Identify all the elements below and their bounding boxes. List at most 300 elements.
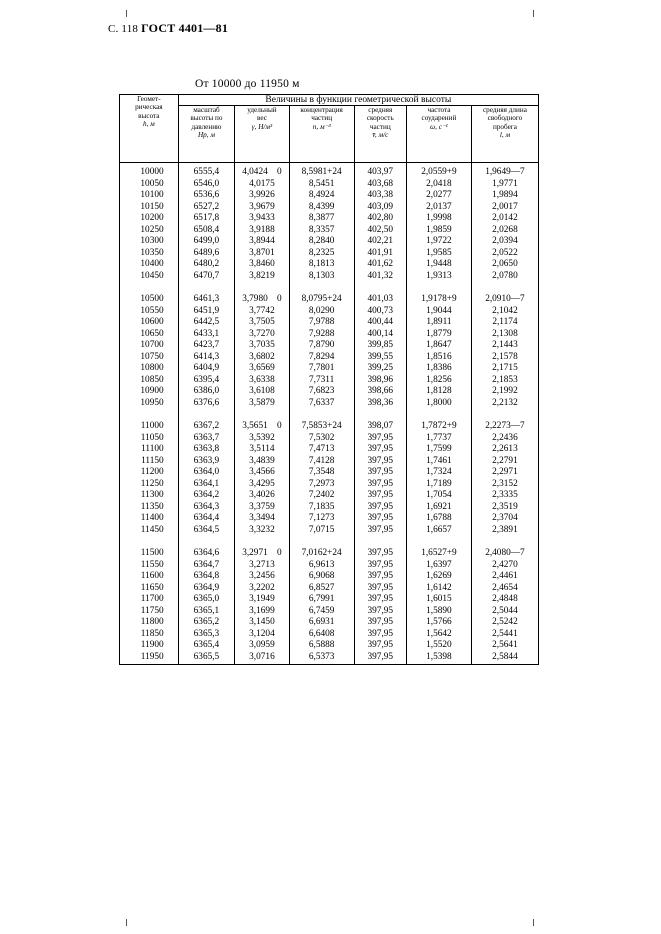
table-cell: 397,95 (367, 605, 394, 616)
table-cell: 1,8647 (426, 340, 452, 351)
crop-mark (533, 919, 534, 926)
table-cell: 1,6015 (426, 594, 452, 605)
table-cell: 1,6142 (426, 582, 452, 593)
table-cell: 6386,0 (193, 386, 220, 397)
table-cell: 397,95 (367, 478, 394, 489)
table-cell: 11450 (140, 524, 164, 535)
table-cell: 3,6569 (249, 363, 275, 374)
table-cell: 403,38 (367, 190, 394, 201)
table-cell: 2,1308 (492, 328, 518, 339)
table-cell: 2,3704 (492, 513, 518, 524)
table-cell: 6480,2 (193, 259, 220, 270)
table-cell: 7,3548 (308, 467, 335, 478)
table-cell: 3,7270 (249, 328, 275, 339)
table-cell: 1,8911 (426, 317, 452, 328)
table-cell: 397,95 (367, 524, 394, 535)
table-cell: 3,6338 (249, 374, 275, 385)
table-cell: 10500 (140, 294, 164, 305)
table-cell: 3,1699 (249, 605, 275, 616)
table-cell: 10800 (140, 363, 164, 374)
table-cell: 398,36 (367, 397, 394, 408)
table-cell: 2,4461 (492, 571, 518, 582)
table-cell: 3,6108 (249, 386, 275, 397)
table-cell: 3,3232 (249, 524, 275, 535)
table-cell: 2,0418 (426, 178, 452, 189)
table-cell: 10400 (140, 259, 164, 270)
table-group (290, 421, 354, 536)
table-cell: 1,9448 (426, 259, 452, 270)
table-cell: 11550 (140, 559, 164, 570)
table-cell: 2,5441 (492, 628, 518, 639)
table-cell: 6365,3 (193, 628, 220, 639)
table-cell: 10900 (140, 386, 164, 397)
table-group (407, 548, 471, 663)
table-cell: 10100 (140, 190, 164, 201)
table-cell: 2,4848 (492, 594, 518, 605)
column-collision-frequency (406, 163, 471, 665)
table-cell: 3,2456 (249, 571, 275, 582)
table-cell: 399,85 (367, 340, 394, 351)
column-specific-weight (235, 163, 289, 665)
table-group (407, 421, 471, 536)
table-cell: 4,0424 0 (242, 167, 282, 177)
table-cell: 3,9679 (249, 201, 275, 212)
header-scale-height: масштаб высоты по давлению Hр, м (178, 106, 235, 163)
table-cell: 3,9926 (249, 190, 275, 201)
table-cell: 2,5044 (492, 605, 518, 616)
table-cell: 11700 (140, 594, 164, 605)
table-cell: 3,9188 (249, 224, 275, 235)
table-cell: 2,3152 (492, 478, 518, 489)
table-cell: 3,5392 (249, 432, 275, 443)
table-cell: 6365,2 (193, 617, 220, 628)
table-group (407, 294, 471, 409)
table-cell: 3,8219 (249, 270, 275, 281)
table-cell: 401,03 (367, 294, 394, 305)
table-cell: 3,6802 (249, 351, 275, 362)
header-mean-free-path: средняя длина свободного пробега l, м (471, 106, 538, 163)
table-cell: 397,95 (367, 490, 394, 501)
table-cell: 2,0650 (492, 259, 518, 270)
table-cell: 2,0277 (426, 190, 452, 201)
table-cell: 3,7505 (249, 317, 275, 328)
table-cell: 1,7054 (426, 490, 452, 501)
table-cell: 3,1450 (249, 617, 275, 628)
table-cell: 6,7459 (308, 605, 335, 616)
table-cell: 6508,4 (193, 224, 220, 235)
table-cell: 3,4839 (249, 455, 275, 466)
table-cell: 7,4128 (308, 455, 335, 466)
table-cell: 402,21 (367, 236, 394, 247)
table-cell: 7,8294 (308, 351, 335, 362)
table-cell: 6364,2 (193, 490, 220, 501)
table-cell: 1,6657 (426, 524, 452, 535)
table-cell: 403,68 (367, 178, 394, 189)
table-cell: 8,1813 (308, 259, 335, 270)
table-cell: 6365,4 (193, 640, 220, 651)
table-cell: 400,14 (367, 328, 394, 339)
table-cell: 1,9894 (492, 190, 518, 201)
table-cell: 2,4654 (492, 582, 518, 593)
table-cell: 3,1204 (249, 628, 275, 639)
table-cell: 3,8460 (249, 259, 275, 270)
table-cell: 397,95 (367, 617, 394, 628)
table-cell: 6,6408 (308, 628, 335, 639)
table-cell: 397,95 (367, 513, 394, 524)
altitude-range-caption: От 10000 до 11950 м (195, 78, 300, 90)
table-cell: 7,9788 (308, 317, 335, 328)
table-cell: 7,0715 (308, 524, 335, 535)
table-cell: 11400 (140, 513, 164, 524)
table-cell: 2,0394 (492, 236, 518, 247)
standard-number: ГОСТ 4401—81 (141, 21, 229, 35)
table-cell: 1,6788 (426, 513, 452, 524)
table-cell: 6546,0 (193, 178, 220, 189)
table-cell: 3,2202 (249, 582, 275, 593)
table-cell: 6442,5 (193, 317, 220, 328)
table-cell: 11200 (140, 467, 164, 478)
table-cell: 3,3759 (249, 501, 275, 512)
table-cell: 10850 (140, 374, 164, 385)
table-group (120, 294, 178, 409)
table-cell: 8,2325 (308, 247, 335, 258)
table-cell: 397,95 (367, 651, 394, 662)
table-cell: 3,5879 (249, 397, 275, 408)
table-cell: 1,9178+9 (421, 294, 457, 305)
table-cell: 2,4270 (492, 559, 518, 570)
header-particle-concentration: концентрация частиц n, м⁻³ (289, 106, 354, 163)
table-cell: 397,95 (367, 559, 394, 570)
header-height: Геомет- рическая высота h, м (120, 95, 179, 163)
table-cell: 6364,6 (193, 548, 220, 559)
table-cell: 397,95 (367, 467, 394, 478)
table-cell: 397,95 (367, 594, 394, 605)
table-cell: 10200 (140, 213, 164, 224)
table-cell: 8,3877 (308, 213, 335, 224)
table-cell: 6451,9 (193, 305, 220, 316)
table-cell: 6364,9 (193, 582, 220, 593)
table-cell: 6,6931 (308, 617, 335, 628)
table-cell: 2,2436 (492, 432, 518, 443)
table-cell: 398,07 (367, 421, 394, 432)
table-cell: 399,25 (367, 363, 394, 374)
table-cell: 6365,1 (193, 605, 220, 616)
table-cell: 11800 (140, 617, 164, 628)
table-cell: 6376,6 (193, 397, 220, 408)
table-cell: 10150 (140, 201, 164, 212)
table-cell: 10650 (140, 328, 164, 339)
header-collision-frequency: частота соударений ω, с⁻¹ (406, 106, 471, 163)
table-cell: 10750 (140, 351, 164, 362)
table-cell: 6499,0 (193, 236, 220, 247)
table-cell: 7,7801 (308, 363, 335, 374)
table-cell: 2,2613 (492, 444, 518, 455)
table-cell: 2,3519 (492, 501, 518, 512)
table-cell: 2,1992 (492, 386, 518, 397)
table-group (235, 294, 288, 409)
table-group (120, 548, 178, 663)
table-cell: 401,62 (367, 259, 394, 270)
column-particle-concentration (289, 163, 354, 665)
table-cell: 8,0795+24 (301, 294, 342, 305)
table-cell: 397,95 (367, 582, 394, 593)
table-cell: 1,7872+9 (421, 421, 457, 432)
table-group (290, 167, 354, 282)
table-cell: 398,66 (367, 386, 394, 397)
table-cell: 399,55 (367, 351, 394, 362)
table-cell: 402,80 (367, 213, 394, 224)
table-cell: 11500 (140, 548, 164, 559)
table-group (235, 167, 288, 282)
table-cell: 6,9068 (308, 571, 335, 582)
table-cell: 6,5373 (308, 651, 335, 662)
table-cell: 2,0017 (492, 201, 518, 212)
table-cell: 1,6397 (426, 559, 452, 570)
table-cell: 7,2402 (308, 490, 335, 501)
table-cell: 7,8790 (308, 340, 335, 351)
table-cell: 6363,8 (193, 444, 220, 455)
table-cell: 3,4566 (249, 467, 275, 478)
table-cell: 6367,2 (193, 421, 220, 432)
table-cell: 7,1835 (308, 501, 335, 512)
page-header (108, 21, 228, 36)
crop-mark (533, 10, 534, 17)
table-cell: 2,1174 (492, 317, 518, 328)
table-cell: 6364,7 (193, 559, 220, 570)
table-cell: 2,1578 (492, 351, 518, 362)
table-cell: 3,5651 0 (242, 421, 282, 432)
header-span-title: Величины в функции геометрической высоты (178, 95, 538, 106)
table-cell: 402,50 (367, 224, 394, 235)
table-group (179, 548, 235, 663)
table-cell: 6555,4 (193, 167, 220, 177)
table-cell: 11350 (140, 501, 164, 512)
table-group (355, 548, 406, 663)
table-cell: 397,95 (367, 501, 394, 512)
table-cell: 1,9585 (426, 247, 452, 258)
table-group (290, 548, 354, 663)
table-header-span-row (120, 95, 539, 106)
table-cell: 11150 (141, 455, 164, 466)
table-cell: 2,1853 (492, 374, 518, 385)
table-group (120, 167, 178, 282)
table-cell: 1,9722 (426, 236, 452, 247)
table-cell: 6,9613 (308, 559, 335, 570)
table-cell: 1,8516 (426, 351, 452, 362)
table-cell: 6363,7 (193, 432, 220, 443)
table-cell: 397,95 (367, 432, 394, 443)
table-cell: 3,7035 (249, 340, 275, 351)
table-cell: 1,7461 (426, 455, 452, 466)
table-cell: 401,32 (367, 270, 394, 281)
table-cell: 7,6823 (308, 386, 335, 397)
table-cell: 6,7991 (308, 594, 335, 605)
table-cell: 6364,1 (193, 478, 220, 489)
table-cell: 6365,0 (193, 594, 220, 605)
table-cell: 2,4080—7 (485, 548, 525, 559)
table-cell: 6404,9 (193, 363, 220, 374)
table-cell: 10350 (140, 247, 164, 258)
table-group (235, 421, 288, 536)
table-group (355, 167, 406, 282)
table-cell: 6365,5 (193, 651, 220, 662)
table-cell: 6,5888 (308, 640, 335, 651)
table-cell: 3,7742 (249, 305, 275, 316)
table-cell: 2,0142 (492, 213, 518, 224)
table-cell: 7,2973 (308, 478, 335, 489)
table-cell: 7,1273 (308, 513, 335, 524)
table-cell: 11750 (140, 605, 164, 616)
table-cell: 10550 (140, 305, 164, 316)
table-group (472, 294, 538, 409)
column-height (120, 163, 179, 665)
table-cell: 7,7311 (309, 374, 335, 385)
table-cell: 1,9771 (492, 178, 518, 189)
table-cell: 2,2273—7 (485, 421, 525, 432)
table-group (355, 421, 406, 536)
table-cell: 3,5114 (249, 444, 275, 455)
table-cell: 398,96 (367, 374, 394, 385)
table-cell: 2,2971 (492, 467, 518, 478)
table-cell: 397,95 (367, 444, 394, 455)
column-scale-height (178, 163, 235, 665)
table-cell: 1,9313 (426, 270, 452, 281)
table-cell: 2,5242 (492, 617, 518, 628)
table-cell: 2,5641 (492, 640, 518, 651)
table-cell: 6,8527 (308, 582, 335, 593)
table-cell: 1,5766 (426, 617, 452, 628)
table-cell: 10950 (140, 397, 164, 408)
table-cell: 8,5981+24 (301, 167, 342, 177)
table-cell: 1,8386 (426, 363, 452, 374)
table-cell: 3,2971 0 (242, 548, 282, 559)
table-cell: 2,0522 (492, 247, 518, 258)
table-cell: 1,5890 (426, 605, 452, 616)
column-mean-speed (354, 163, 406, 665)
table-cell: 400,44 (367, 317, 394, 328)
table-cell: 3,7980 0 (242, 294, 282, 305)
table-cell: 2,0910—7 (485, 294, 525, 305)
table-header-row (120, 106, 539, 163)
table-cell: 6363,9 (193, 455, 220, 466)
table-cell: 2,3335 (492, 490, 518, 501)
table-cell: 7,9288 (308, 328, 335, 339)
table-cell: 7,5853+24 (301, 421, 342, 432)
table-cell: 1,6921 (426, 501, 452, 512)
table-cell: 3,0716 (249, 651, 275, 662)
table-cell: 403,09 (367, 201, 394, 212)
table-cell: 6517,8 (193, 213, 220, 224)
table-cell: 10000 (140, 167, 164, 177)
table-cell: 8,4399 (308, 201, 335, 212)
table-cell: 403,97 (367, 167, 394, 177)
table-group (355, 294, 406, 409)
table-cell: 1,9649—7 (485, 167, 525, 177)
table-cell: 11000 (140, 421, 164, 432)
table-cell: 10300 (140, 236, 164, 247)
table-cell: 2,0268 (492, 224, 518, 235)
table-cell: 11300 (140, 490, 164, 501)
table-cell: 1,7599 (426, 444, 452, 455)
table-cell: 4,0175 (249, 178, 275, 189)
table-group (120, 421, 178, 536)
table-cell: 1,8779 (426, 328, 452, 339)
table-cell: 3,2713 (249, 559, 275, 570)
table-cell: 3,8944 (249, 236, 275, 247)
table-cell: 11100 (141, 444, 164, 455)
page-number: С. 118 (108, 23, 139, 35)
table-cell: 401,91 (367, 247, 394, 258)
table-cell: 6527,2 (193, 201, 220, 212)
table-cell: 8,1303 (308, 270, 335, 281)
crop-mark (126, 919, 127, 926)
table-cell: 6470,7 (193, 270, 220, 281)
table-cell: 8,0290 (308, 305, 335, 316)
table-cell: 1,5642 (426, 628, 452, 639)
table-cell: 6461,3 (193, 294, 220, 305)
table-cell: 2,0559+9 (421, 167, 457, 177)
table-cell: 400,73 (367, 305, 394, 316)
table-cell: 1,8256 (426, 374, 452, 385)
table-cell: 6433,1 (193, 328, 220, 339)
table-cell: 397,95 (367, 640, 394, 651)
table-group (472, 167, 538, 282)
table-cell: 6364,5 (193, 524, 220, 535)
table-cell: 2,1715 (492, 363, 518, 374)
table-cell: 1,7189 (426, 478, 452, 489)
table-cell: 2,0780 (492, 270, 518, 281)
table-cell: 6364,4 (193, 513, 220, 524)
table-cell: 1,5398 (426, 651, 452, 662)
table-cell: 6364,3 (193, 501, 220, 512)
table-group (290, 294, 354, 409)
table-cell: 1,7324 (426, 467, 452, 478)
table-cell: 2,1443 (492, 340, 518, 351)
table-cell: 3,1949 (249, 594, 275, 605)
table-cell: 8,5451 (308, 178, 335, 189)
table-cell: 6414,3 (193, 351, 220, 362)
table-cell: 6423,7 (193, 340, 220, 351)
table-cell: 6395,4 (193, 374, 220, 385)
table-cell: 3,4026 (249, 490, 275, 501)
table-cell: 11900 (140, 640, 164, 651)
table-cell: 7,6337 (308, 397, 335, 408)
table-cell: 3,4295 (249, 478, 275, 489)
table-cell: 7,5302 (308, 432, 335, 443)
table-cell: 7,0162+24 (301, 548, 342, 559)
table-cell: 2,2791 (492, 455, 518, 466)
table-cell: 397,95 (367, 571, 394, 582)
table-cell: 7,4713 (308, 444, 335, 455)
data-table-wrapper (119, 94, 539, 665)
table-cell: 10450 (140, 270, 164, 281)
table-cell: 2,2132 (492, 397, 518, 408)
table-cell: 3,0959 (249, 640, 275, 651)
table-cell: 1,9998 (426, 213, 452, 224)
table-cell: 6489,6 (193, 247, 220, 258)
table-group (179, 421, 235, 536)
table-cell: 10700 (140, 340, 164, 351)
header-specific-weight: удельный вес γ, Н/м³ (235, 106, 289, 163)
crop-mark (126, 10, 127, 17)
table-cell: 1,7737 (426, 432, 452, 443)
table-group (179, 294, 235, 409)
table-cell: 10250 (140, 224, 164, 235)
table-cell: 11050 (140, 432, 164, 443)
table-cell: 1,8128 (426, 386, 452, 397)
table-cell: 2,3891 (492, 524, 518, 535)
table-group (472, 421, 538, 536)
